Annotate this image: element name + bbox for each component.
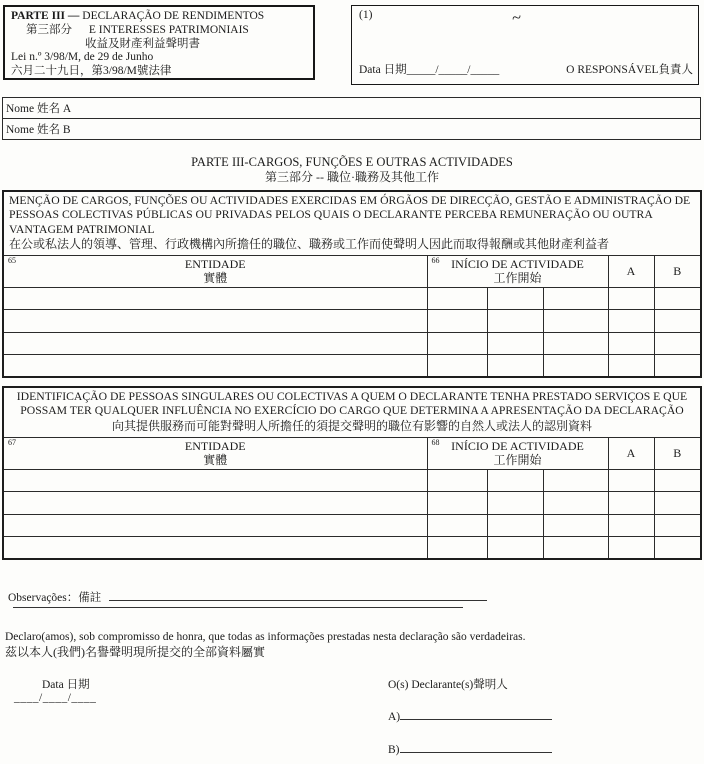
honour-declaration-cn: 茲以本人(我們)名譽聲明現所提交的全部資料屬實	[5, 645, 265, 659]
start-year-cell[interactable]	[543, 355, 608, 378]
entity-input-cell[interactable]	[3, 514, 427, 537]
table-row	[3, 98, 701, 119]
handwritten-mark: ~	[510, 7, 523, 28]
official-date-label: Data 日期	[359, 64, 407, 76]
corner-note: (1)	[359, 9, 373, 21]
name-fields-table	[2, 97, 701, 140]
start-column-header	[427, 437, 608, 469]
start-day-cell[interactable]	[427, 287, 487, 310]
column-b-cell[interactable]	[654, 492, 701, 515]
column-b-header: B	[654, 255, 701, 287]
table-row	[3, 191, 701, 255]
table-row	[3, 119, 701, 140]
form-title-cn: 收益及財產利益聲明書	[85, 37, 200, 50]
column-b-cell[interactable]	[654, 310, 701, 333]
start-month-cell[interactable]	[487, 355, 543, 378]
start-day-cell[interactable]	[427, 492, 487, 515]
form-title-line2	[11, 24, 307, 38]
column-a-header: A	[608, 255, 654, 287]
responsible-label: O RESPONSÁVEL負責人	[566, 64, 693, 76]
start-year-cell[interactable]	[543, 332, 608, 355]
entity-header-pt: ENTIDADE	[184, 256, 246, 271]
start-year-cell[interactable]	[543, 514, 608, 537]
entity-input-cell[interactable]	[3, 537, 427, 560]
part-label-cn: 第三部分	[26, 23, 72, 36]
law-reference-cn: 六月二十九日，第3/98/M號法律	[11, 65, 172, 78]
form-title-pt2: E INTERESSES PATRIMONIAIS	[88, 23, 249, 36]
name-field-a[interactable]: Nome 姓名 A	[3, 98, 701, 119]
table-row	[3, 537, 701, 560]
entity-column-header	[3, 437, 427, 469]
start-day-cell[interactable]	[427, 537, 487, 560]
start-month-cell[interactable]	[487, 537, 543, 560]
column-a-cell[interactable]	[608, 332, 654, 355]
signature-b-label: B)	[388, 744, 400, 756]
honour-declaration-pt: Declaro(amos), sob compromisso de honra, que todas as informações prestadas nesta declaração são verdadeiras.	[5, 631, 526, 643]
official-date-line	[359, 61, 693, 77]
field-number: 65	[8, 255, 16, 265]
section-title	[0, 155, 704, 185]
signature-b-row	[388, 741, 552, 756]
entity-column-header	[3, 255, 427, 287]
table-row	[3, 514, 701, 537]
table-row	[3, 469, 701, 492]
footer-date-label: Data 日期	[42, 679, 90, 691]
service-recipients-table	[2, 386, 702, 560]
start-month-cell[interactable]	[487, 310, 543, 333]
entity-input-cell[interactable]	[3, 310, 427, 333]
start-header-cn: 工作開始	[493, 452, 542, 467]
column-a-header: A	[608, 437, 654, 469]
start-month-cell[interactable]	[487, 469, 543, 492]
observations-label: Observações：備註	[8, 592, 102, 604]
start-year-cell[interactable]	[543, 537, 608, 560]
start-day-cell[interactable]	[427, 469, 487, 492]
observations-row	[8, 588, 487, 605]
positions-description-pt: MENÇÃO DE CARGOS, FUNÇÕES OU ACTIVIDADES EXERCIDAS EM ÓRGÃOS DE DIRECÇÃO, GESTÃO E ADMINISTRAÇÃO DE PESSOAS COLECTIVAS PÚBLICAS OU PRIVADAS PELOS QUAIS O DECLARANTE PERCEBA REMUNERAÇÃO OU OUTRA VANTAGEM PATRIMONIAL	[9, 194, 691, 236]
signature-a-line[interactable]	[400, 708, 552, 720]
column-a-cell[interactable]	[608, 492, 654, 515]
field-number: 68	[431, 437, 440, 447]
law-reference-pt: Lei n.º 3/98/M, de 29 de Junho	[11, 51, 154, 64]
start-day-cell[interactable]	[427, 332, 487, 355]
column-b-cell[interactable]	[654, 287, 701, 310]
entity-input-cell[interactable]	[3, 355, 427, 378]
start-day-cell[interactable]	[427, 355, 487, 378]
entity-header-pt: ENTIDADE	[184, 438, 246, 453]
column-b-header: B	[654, 437, 701, 469]
entity-header-cn: 實體	[203, 270, 228, 285]
start-header-cn: 工作開始	[493, 270, 542, 285]
form-title-box	[3, 5, 315, 80]
signature-b-line[interactable]	[400, 741, 552, 753]
entity-input-cell[interactable]	[3, 492, 427, 515]
official-use-box	[351, 5, 699, 85]
column-a-cell[interactable]	[608, 514, 654, 537]
start-month-cell[interactable]	[487, 287, 543, 310]
positions-description	[3, 191, 701, 255]
declarants-label: O(s) Declarante(s)聲明人	[388, 679, 508, 691]
table-row	[3, 287, 701, 310]
official-date-blanks[interactable]: _____/_____/_____	[406, 64, 500, 76]
table-row	[3, 332, 701, 355]
table-header-row	[3, 255, 701, 287]
column-a-cell[interactable]	[608, 537, 654, 560]
service-recipients-description-pt: IDENTIFICAÇÃO DE PESSOAS SINGULARES OU COLECTIVAS A QUEM O DECLARANTE TENHA PRESTADO SERVIÇOS E QUE POSSAM TER QUALQUER INFLUÊNCIA NO EXERCÍCIO DO CARGO QUE DETERMINA A APRESENTAÇÃO DA DECLARAÇÃO	[16, 390, 688, 418]
table-row	[3, 492, 701, 515]
section-title-cn: 第三部分 -- 職位·職務及其他工作	[265, 170, 439, 184]
start-header-pt: INÍCIO DE ACTIVIDADE	[451, 438, 584, 453]
field-number: 66	[431, 255, 440, 265]
start-month-cell[interactable]	[487, 492, 543, 515]
form-title-pt1: DECLARAÇÃO DE RENDIMENTOS	[82, 10, 265, 22]
table-header-row	[3, 437, 701, 469]
service-recipients-description-cn: 向其提供服務而可能對聲明人所擔任的須提交聲明的職位有影響的自然人或法人的認別資料	[111, 418, 592, 433]
table-row	[3, 310, 701, 333]
table-row	[3, 387, 701, 437]
start-year-cell[interactable]	[543, 310, 608, 333]
start-day-cell[interactable]	[427, 310, 487, 333]
positions-description-cn: 在公或私法人的領導、管理、行政機構內所擔任的職位、職務或工作而使聲明人因此而取得報酬或其他財產利益者	[9, 236, 610, 251]
start-day-cell[interactable]	[427, 514, 487, 537]
column-b-cell[interactable]	[654, 355, 701, 378]
service-recipients-description	[3, 387, 701, 437]
column-a-cell[interactable]	[608, 287, 654, 310]
column-b-cell[interactable]	[654, 469, 701, 492]
start-year-cell[interactable]	[543, 469, 608, 492]
entity-input-cell[interactable]	[3, 287, 427, 310]
entity-input-cell[interactable]	[3, 332, 427, 355]
footer-date-blanks[interactable]: ____/____/____	[14, 692, 97, 704]
column-b-cell[interactable]	[654, 332, 701, 355]
official-date-field[interactable]	[359, 61, 499, 77]
entity-input-cell[interactable]	[3, 469, 427, 492]
column-a-cell[interactable]	[608, 310, 654, 333]
positions-table	[2, 190, 702, 378]
signature-a-label: A)	[388, 711, 401, 723]
column-a-cell[interactable]	[608, 355, 654, 378]
column-b-cell[interactable]	[654, 537, 701, 560]
name-field-b[interactable]: Nome 姓名 B	[3, 119, 701, 140]
start-year-cell[interactable]	[543, 287, 608, 310]
start-month-cell[interactable]	[487, 514, 543, 537]
start-column-header	[427, 255, 608, 287]
part-label: PARTE III —	[11, 10, 80, 22]
observations-input-line[interactable]	[109, 588, 487, 601]
form-title-line1	[11, 10, 307, 24]
section-title-pt: PARTE III-CARGOS, FUNÇÕES E OUTRAS ACTIVIDADES	[191, 155, 513, 169]
start-year-cell[interactable]	[543, 492, 608, 515]
table-row	[3, 355, 701, 378]
column-a-cell[interactable]	[608, 469, 654, 492]
signature-a-row	[388, 708, 552, 723]
entity-header-cn: 實體	[203, 452, 228, 467]
observations-input-line-2[interactable]	[13, 607, 463, 608]
column-b-cell[interactable]	[654, 514, 701, 537]
field-number: 67	[8, 437, 16, 447]
honour-declaration	[5, 630, 526, 660]
start-header-pt: INÍCIO DE ACTIVIDADE	[451, 256, 584, 271]
start-month-cell[interactable]	[487, 332, 543, 355]
